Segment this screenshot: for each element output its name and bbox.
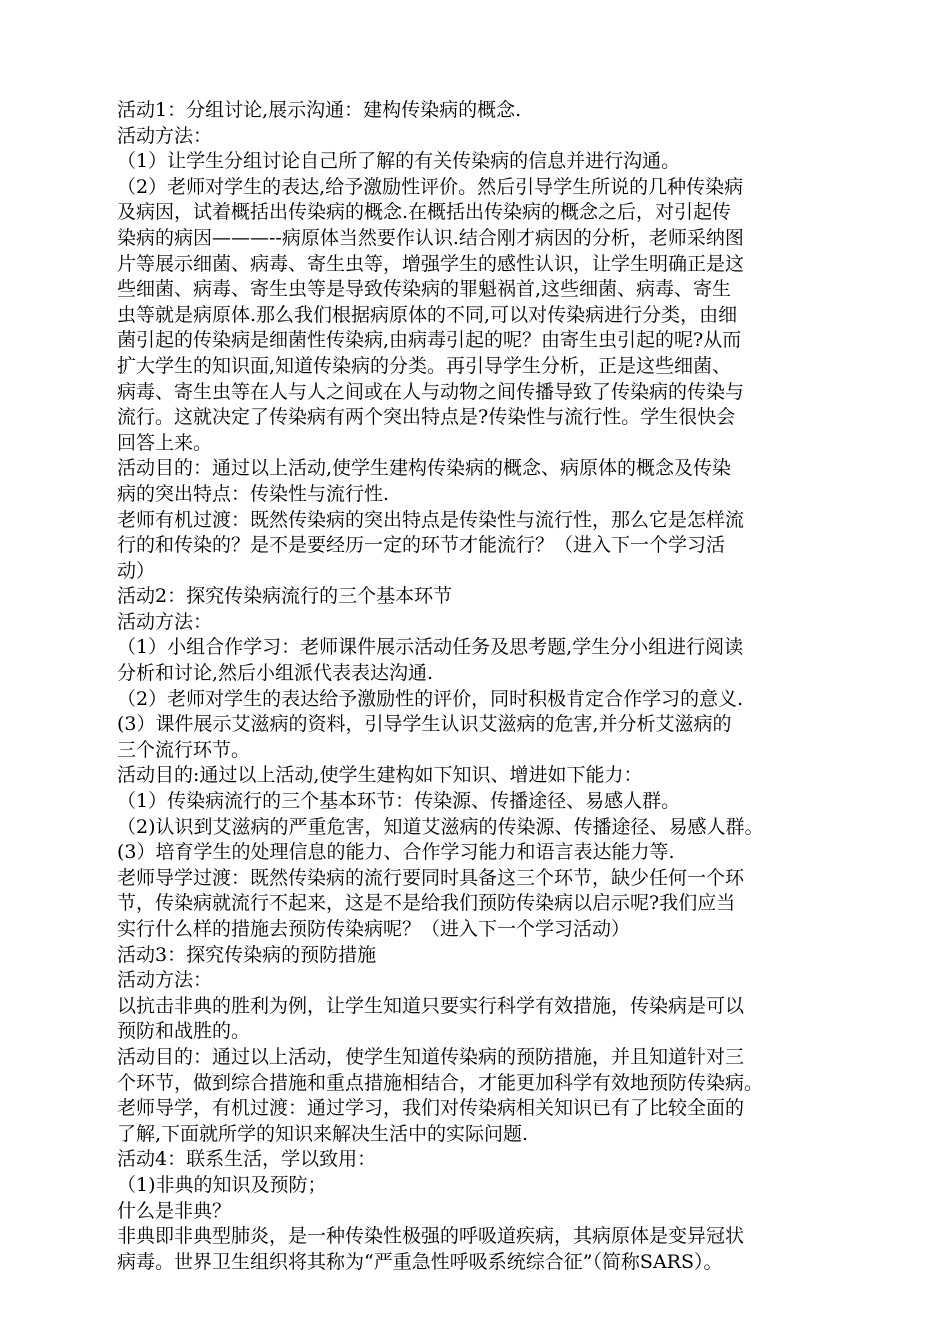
text-line: 活动3：探究传染病的预防措施 bbox=[117, 943, 377, 966]
text-line: 虫等就是病原体.那么我们根据病原体的不同,可以对传染病进行分类，由细 bbox=[117, 303, 738, 326]
text-line: 及病因，试着概括出传染病的概念.在概括出传染病的概念之后，对引起传 bbox=[117, 201, 732, 224]
text-line: 扩大学生的知识面,知道传染病的分类。再引导学生分析，正是这些细菌、 bbox=[117, 354, 732, 377]
text-line: 片等展示细菌、病毒、寄生虫等，增强学生的感性认识，让学生明确正是这 bbox=[117, 252, 745, 275]
text-line: 预防和战胜的。 bbox=[117, 1020, 251, 1043]
text-line: (3）培育学生的处理信息的能力、合作学习能力和语言表达能力等. bbox=[117, 841, 675, 864]
text-line: 节，传染病就流行不起来，这是不是给我们预防传染病以启示呢?我们应当 bbox=[117, 892, 736, 915]
text-line: 病的突出特点：传染性与流行性. bbox=[117, 482, 390, 505]
text-line: 活动方法： bbox=[117, 124, 213, 147]
text-line: （1)非典的知识及预防； bbox=[117, 1173, 327, 1196]
text-line: 三个流行环节。 bbox=[117, 738, 251, 761]
text-line: (3）课件展示艾滋病的资料，引导学生认识艾滋病的危害,并分析艾滋病的 bbox=[117, 713, 732, 736]
text-line: （1）小组合作学习：老师课件展示活动任务及思考题,学生分小组进行阅读 bbox=[117, 636, 744, 659]
text-line: 流行。这就决定了传染病有两个突出特点是?传染性与流行性。学生很快会 bbox=[117, 406, 736, 429]
text-line: 实行什么样的措施去预防传染病呢？（进入下一个学习活动） bbox=[117, 918, 631, 940]
text-line: 以抗击非典的胜利为例，让学生知道只要实行科学有效措施，传染病是可以 bbox=[117, 994, 745, 1017]
text-line: 老师导学，有机过渡：通过学习，我们对传染病相关知识已有了比较全面的 bbox=[117, 1097, 745, 1120]
text-line: 老师有机过渡：既然传染病的突出特点是传染性与流行性，那么它是怎样流 bbox=[117, 508, 745, 531]
text-line: 活动目的：通过以上活动，使学生知道传染病的预防措施，并且知道针对三 bbox=[117, 1045, 745, 1068]
text-line: 染病的病因———--病原体当然要作认识.结合刚才病因的分析，老师采纳图 bbox=[117, 226, 744, 249]
text-line: 活动4：联系生活，学以致用： bbox=[117, 1148, 377, 1171]
text-line: 活动方法： bbox=[117, 610, 213, 633]
text-line: （2)认识到艾滋病的严重危害，知道艾滋病的传染源、传播途径、易感人群。 bbox=[117, 815, 764, 838]
text-line: 活动1：分组讨论,展示沟通：建构传染病的概念. bbox=[117, 99, 522, 121]
text-line: 行的和传染的？是不是要经历一定的环节才能流行？（进入下一个学习活 bbox=[117, 534, 726, 557]
text-line: 什么是非典？ bbox=[117, 1199, 232, 1222]
text-line: 菌引起的传染病是细菌性传染病,由病毒引起的呢？由寄生虫引起的呢?从而 bbox=[117, 329, 742, 352]
text-line: 回答上来。 bbox=[117, 431, 213, 454]
text-line: 病毒。世界卫生组织将其称为“严重急性呼吸系统综合征”（简称SARS）。 bbox=[117, 1250, 723, 1273]
text-line: （2）老师对学生的表达,给予激励性评价。然后引导学生所说的几种传染病 bbox=[117, 175, 744, 198]
text-line: 活动方法： bbox=[117, 969, 213, 992]
text-line: 了解,下面就所学的知识来解决生活中的实际问题. bbox=[117, 1122, 529, 1145]
text-line: 病毒、寄生虫等在人与人之间或在人与动物之间传播导致了传染病的传染与 bbox=[117, 380, 745, 403]
text-line: （1）让学生分组讨论自己所了解的有关传染病的信息并进行沟通。 bbox=[117, 150, 681, 173]
text-line: （2）老师对学生的表达给予激励性的评价，同时积极肯定合作学习的意义. bbox=[117, 687, 744, 710]
text-line: 些细菌、病毒、寄生虫等是导致传染病的罪魁祸首,这些细菌、病毒、寄生 bbox=[117, 278, 732, 301]
text-line: 活动目的：通过以上活动,使学生建构传染病的概念、病原体的概念及传染 bbox=[117, 457, 732, 480]
text-line: （1）传染病流行的三个基本环节：传染源、传播途径、易感人群。 bbox=[117, 790, 681, 813]
text-line: 老师导学过渡：既然传染病的流行要同时具备这三个环节，缺少任何一个环 bbox=[117, 866, 745, 889]
text-line: 活动2：探究传染病流行的三个基本环节 bbox=[117, 585, 453, 608]
text-line: 动） bbox=[117, 559, 156, 582]
text-line: 非典即非典型肺炎，是一种传染性极强的呼吸道疾病，其病原体是变异冠状 bbox=[117, 1225, 745, 1248]
document-page bbox=[117, 98, 861, 1275]
text-line: 分析和讨论,然后小组派代表表达沟通. bbox=[117, 662, 434, 685]
text-line: 活动目的:通过以上活动,使学生建构如下知识、增进如下能力： bbox=[117, 764, 643, 787]
text-line: 个环节，做到综合措施和重点措施相结合，才能更加科学有效地预防传染病。 bbox=[117, 1071, 764, 1094]
